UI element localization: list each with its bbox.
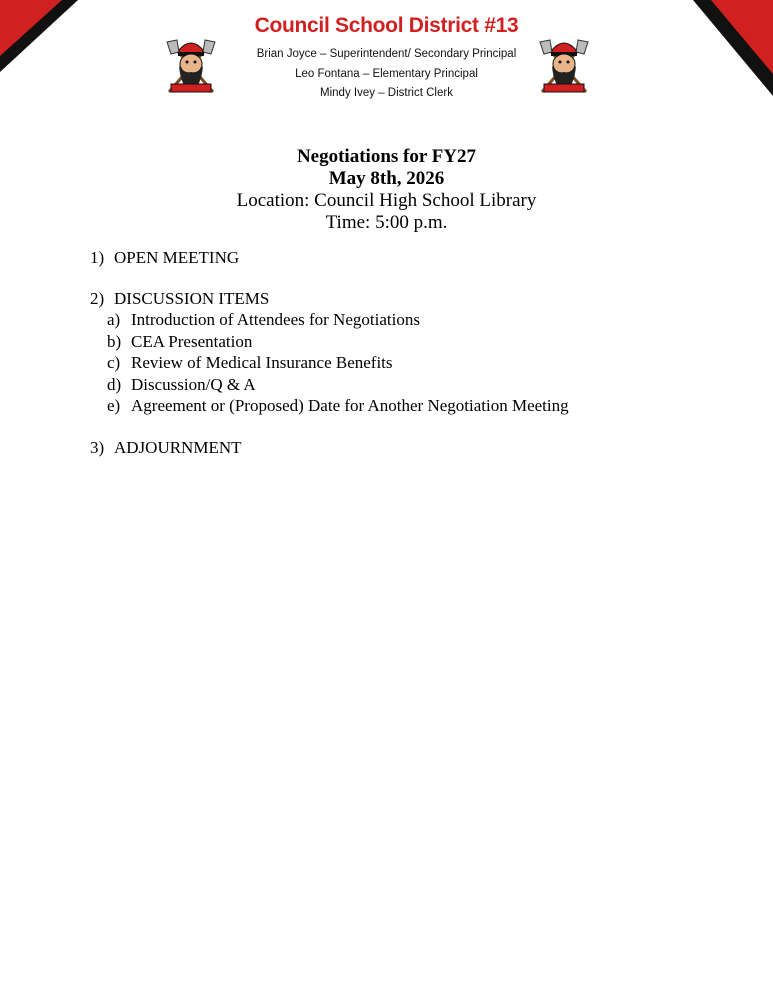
meeting-header bbox=[0, 146, 773, 234]
agenda-item-discussion-items bbox=[90, 288, 730, 417]
meeting-title: Negotiations for FY27 bbox=[296, 146, 477, 167]
subitem-label: Discussion/Q & A bbox=[131, 374, 256, 394]
agenda-item-adjournment bbox=[90, 437, 730, 458]
subitem-label: CEA Presentation bbox=[131, 331, 253, 351]
lumberjack-mascot-icon bbox=[536, 36, 592, 96]
agenda-item-label: ADJOURNMENT bbox=[114, 437, 242, 457]
district-title: Council School District #13 bbox=[254, 14, 519, 37]
subitem-medical-insurance bbox=[107, 352, 730, 374]
agenda-item-label: OPEN MEETING bbox=[114, 248, 240, 267]
subitem-discussion-qa bbox=[107, 374, 730, 396]
letterhead bbox=[0, 0, 773, 110]
subitem-label: Agreement or (Proposed) Date for Another Negotiation Meeting bbox=[131, 396, 569, 416]
subitem-letter: a) bbox=[107, 310, 121, 329]
lumberjack-mascot-icon bbox=[163, 36, 219, 96]
agenda-item-label: DISCUSSION ITEMS bbox=[114, 289, 270, 308]
meeting-time: Time: 5:00 p.m. bbox=[325, 212, 448, 233]
agenda-item-open-meeting bbox=[90, 247, 730, 268]
meeting-location: Location: Council High School Library bbox=[236, 190, 537, 211]
subitem-letter: d) bbox=[107, 374, 122, 394]
subitem-label: Introduction of Attendees for Negotiations bbox=[131, 310, 420, 329]
superintendent-line: Brian Joyce – Superintendent/ Secondary Principal bbox=[256, 48, 517, 60]
subitem-introductions bbox=[107, 309, 730, 331]
subitem-next-meeting-date bbox=[107, 395, 730, 417]
subitem-letter: c) bbox=[107, 353, 121, 373]
subitem-label: Review of Medical Insurance Benefits bbox=[131, 353, 393, 373]
agenda-list bbox=[90, 247, 730, 478]
meeting-date: May 8th, 2026 bbox=[328, 168, 445, 189]
elementary-principal-line: Leo Fontana – Elementary Principal bbox=[295, 68, 478, 80]
agenda-item-number: 2) bbox=[90, 289, 105, 308]
subitem-letter: b) bbox=[107, 331, 122, 351]
discussion-subitems bbox=[107, 309, 730, 417]
subitem-cea-presentation bbox=[107, 331, 730, 353]
agenda-item-number: 1) bbox=[90, 248, 105, 267]
agenda-item-number: 3) bbox=[90, 437, 105, 457]
subitem-letter: e) bbox=[107, 396, 121, 416]
district-clerk-line: Mindy Ivey – District Clerk bbox=[320, 87, 453, 99]
